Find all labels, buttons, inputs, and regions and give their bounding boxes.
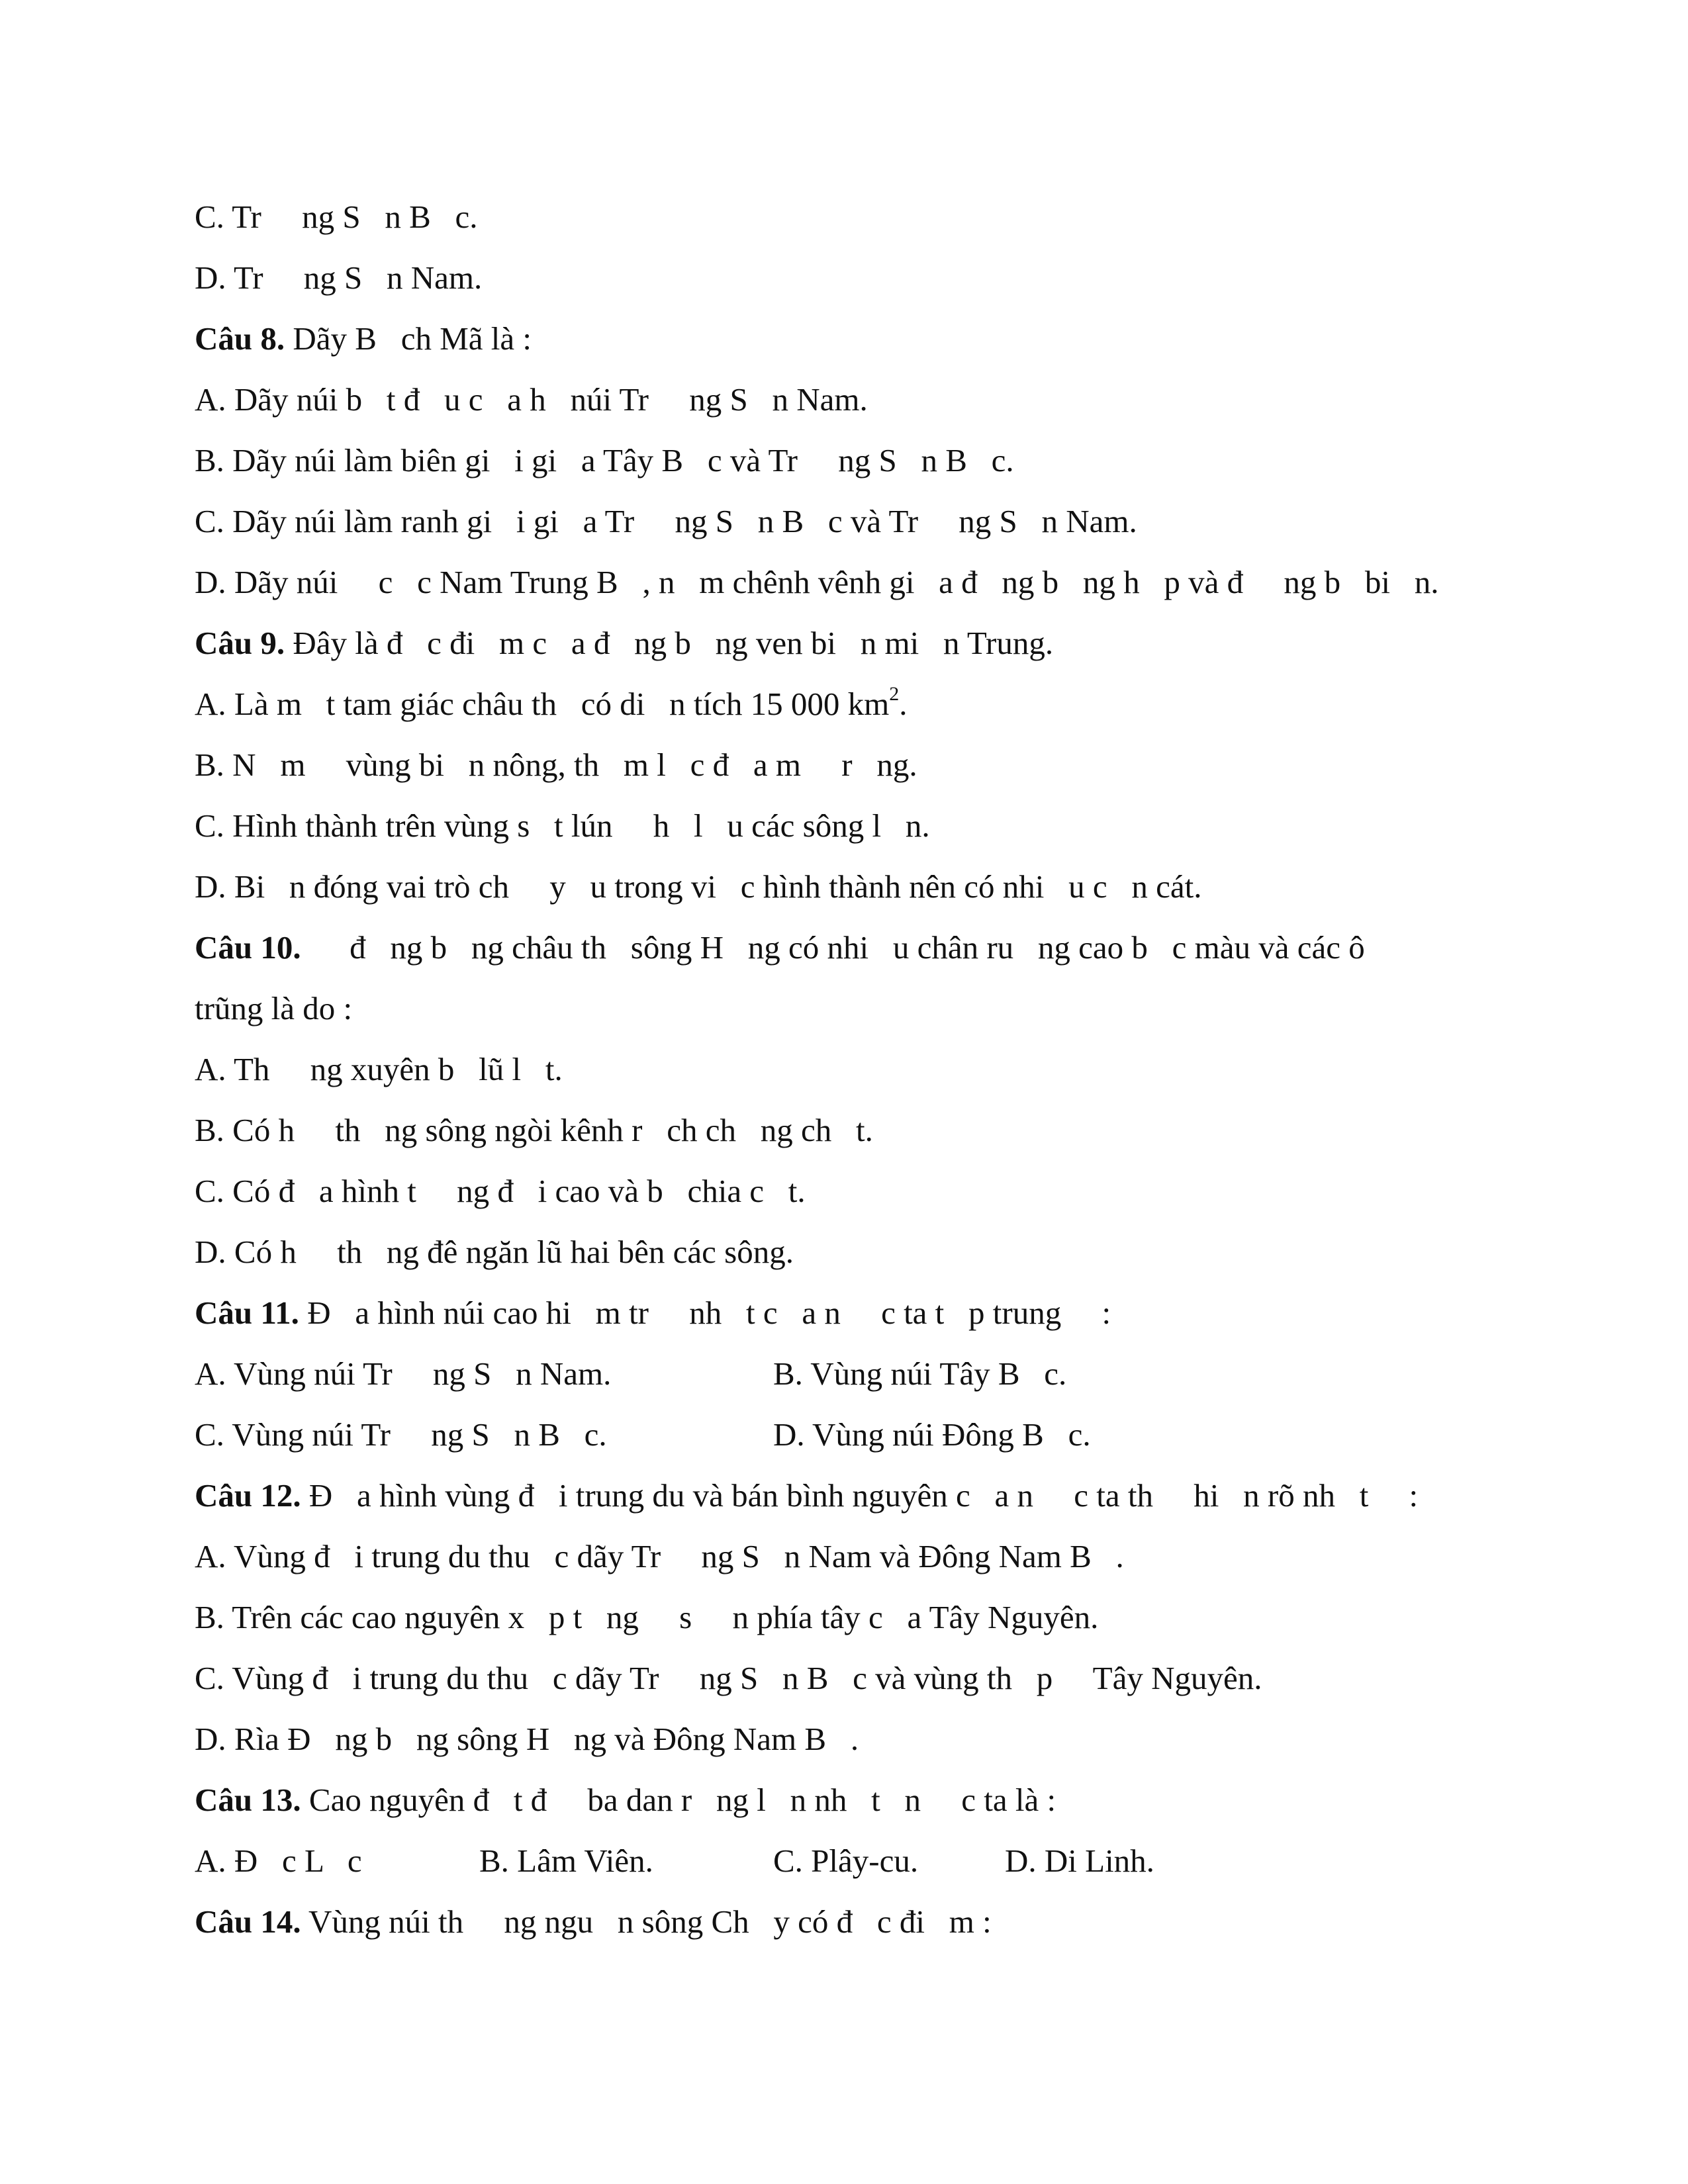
question-11-text: Đ a hình núi cao hi m tr nh t c a n c ta t p trung : bbox=[299, 1295, 1111, 1331]
question-12-text: Đ a hình vùng đ i trung du và bán bình nguyên c a n c ta th hi n rõ nh t : bbox=[301, 1477, 1419, 1514]
question-12-label: Câu 12. bbox=[195, 1477, 301, 1514]
option-d-q12: D. Rìa Đ ng b ng sông H ng và Đông Nam B . bbox=[195, 1721, 859, 1757]
option-a-q8: A. Dãy núi b t đ u c a h núi Tr ng S n Nam. bbox=[195, 381, 868, 418]
option-b-q10: B. Có h th ng sông ngòi kênh r ch ch ng ch t. bbox=[195, 1112, 873, 1148]
question-10-continued: trũng là do : bbox=[195, 990, 353, 1026]
option-b-q11: B. Vùng núi Tây B c. bbox=[773, 1355, 1067, 1392]
option-d-q13: D. Di Linh. bbox=[1005, 1843, 1154, 1879]
option-a-q9-tail: . bbox=[899, 686, 908, 722]
option-c-q12: C. Vùng đ i trung du thu c dãy Tr ng S n B c và vùng th p Tây Nguyên. bbox=[195, 1660, 1262, 1696]
option-d-q7: D. Tr ng S n Nam. bbox=[195, 259, 483, 296]
option-a-q11: A. Vùng núi Tr ng S n Nam. bbox=[195, 1355, 612, 1392]
option-d-q11: D. Vùng núi Đông B c. bbox=[773, 1416, 1091, 1453]
option-a-q9-text: A. Là m t tam giác châu th có di n tích 15 000 km bbox=[195, 686, 890, 722]
option-d-q9: D. Bi n đóng vai trò ch y u trong vi c hình thành nên có nhi u c n cát. bbox=[195, 868, 1202, 905]
superscript-2: 2 bbox=[889, 683, 900, 705]
question-11-label: Câu 11. bbox=[195, 1295, 299, 1331]
question-8-label: Câu 8. bbox=[195, 320, 285, 357]
question-9-text: Đây là đ c đi m c a đ ng b ng ven bi n mi n Trung. bbox=[285, 625, 1054, 661]
option-a-q10: A. Th ng xuyên b lũ l t. bbox=[195, 1051, 563, 1087]
question-10-label: Câu 10. bbox=[195, 929, 301, 966]
question-8 bbox=[195, 319, 532, 359]
question-10-text: đ ng b ng châu th sông H ng có nhi u chân ru ng cao b c màu và các ô bbox=[301, 929, 1365, 966]
option-c-q10: C. Có đ a hình t ng đ i cao và b chia c t. bbox=[195, 1173, 806, 1209]
question-9 bbox=[195, 623, 1053, 663]
option-a-q12: A. Vùng đ i trung du thu c dãy Tr ng S n Nam và Đông Nam B . bbox=[195, 1538, 1124, 1574]
option-b-q9: B. N m vùng bi n nông, th m l c đ a m r ng. bbox=[195, 747, 917, 783]
option-b-q12: B. Trên các cao nguyên x p t ng s n phía tây c a Tây Nguyên. bbox=[195, 1599, 1099, 1635]
question-12 bbox=[195, 1476, 1418, 1516]
question-8-text: Dãy B ch Mã là : bbox=[285, 320, 532, 357]
option-c-q8: C. Dãy núi làm ranh gi i gi a Tr ng S n B c và Tr ng S n Nam. bbox=[195, 503, 1137, 539]
question-13-text: Cao nguyên đ t đ ba dan r ng l n nh t n c ta là : bbox=[301, 1782, 1056, 1818]
question-13 bbox=[195, 1780, 1056, 1820]
question-13-label: Câu 13. bbox=[195, 1782, 301, 1818]
question-14 bbox=[195, 1902, 992, 1942]
option-c-q13: C. Plây-cu. bbox=[773, 1843, 919, 1879]
question-9-label: Câu 9. bbox=[195, 625, 285, 661]
option-d-q10: D. Có h th ng đê ngăn lũ hai bên các sông. bbox=[195, 1234, 794, 1270]
option-a-q9 bbox=[195, 684, 907, 724]
option-b-q13: B. Lâm Viên. bbox=[479, 1843, 653, 1879]
option-d-q8: D. Dãy núi c c Nam Trung B , n m chênh vênh gi a đ ng b ng h p và đ ng b bi n. bbox=[195, 564, 1439, 600]
question-14-text: Vùng núi th ng ngu n sông Ch y có đ c đi m : bbox=[301, 1903, 992, 1940]
option-b-q8: B. Dãy núi làm biên gi i gi a Tây B c và Tr ng S n B c. bbox=[195, 442, 1014, 478]
option-c-q9: C. Hình thành trên vùng s t lún h l u các sông l n. bbox=[195, 807, 930, 844]
option-c-q7: C. Tr ng S n B c. bbox=[195, 199, 478, 235]
option-c-q11: C. Vùng núi Tr ng S n B c. bbox=[195, 1416, 607, 1453]
question-14-label: Câu 14. bbox=[195, 1903, 301, 1940]
question-10 bbox=[195, 928, 1365, 968]
question-11 bbox=[195, 1293, 1111, 1333]
option-a-q13: A. Đ c L c bbox=[195, 1843, 362, 1879]
